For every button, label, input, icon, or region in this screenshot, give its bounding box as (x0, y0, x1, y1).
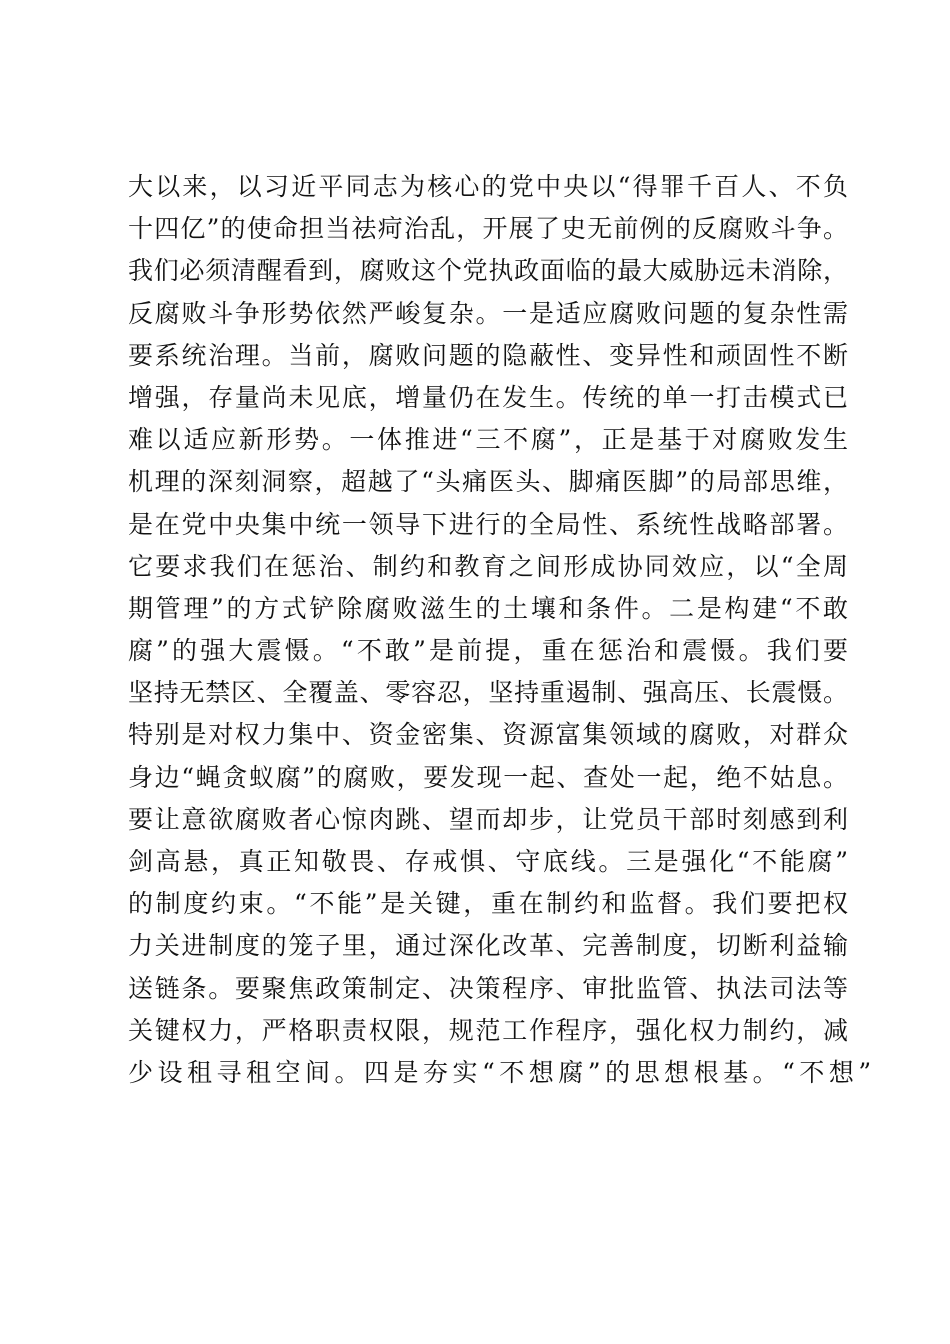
text-line: 机理的深刻洞察，超越了“头痛医头、脚痛医脚”的局部思维， (128, 467, 848, 497)
text-line: 送链条。要聚焦政策制定、决策程序、审批监管、执法司法等 (128, 973, 848, 1003)
text-line: 难以适应新形势。一体推进“三不腐”，正是基于对腐败发生 (128, 425, 848, 455)
text-line: 特别是对权力集中、资金密集、资源富集领域的腐败，对群众 (128, 720, 848, 750)
text-line: 剑高悬，真正知敬畏、存戒惧、守底线。三是强化“不能腐” (128, 847, 848, 876)
text-line-last: 少设租寻租空间。四是夯实“不想腐”的思想根基。“不想” (128, 1057, 876, 1087)
text-line: 坚持无禁区、全覆盖、零容忍，坚持重遏制、强高压、长震慑。 (128, 678, 848, 708)
text-line: 身边“蝇贪蚁腐”的腐败，要发现一起、查处一起，绝不姑息。 (128, 762, 848, 792)
text-line: 关键权力，严格职责权限，规范工作程序，强化权力制约，减 (128, 1015, 848, 1045)
text-line: 是在党中央集中统一领导下进行的全局性、系统性战略部署。 (128, 509, 848, 539)
text-line: 的制度约束。“不能”是关键，重在制约和监督。我们要把权 (128, 889, 848, 919)
text-line: 增强，存量尚未见底，增量仍在发生。传统的单一打击模式已 (128, 382, 848, 412)
text-line: 腐”的强大震慑。“不敢”是前提，重在惩治和震慑。我们要 (128, 636, 848, 666)
text-line: 要系统治理。当前，腐败问题的隐蔽性、变异性和顽固性不断 (128, 340, 848, 370)
text-line: 大以来，以习近平同志为核心的党中央以“得罪千百人、不负 (128, 172, 848, 201)
text-line: 我们必须清醒看到，腐败这个党执政面临的最大威胁远未消除， (128, 256, 848, 286)
text-line: 反腐败斗争形势依然严峻复杂。一是适应腐败问题的复杂性需 (128, 298, 848, 328)
text-line: 要让意欲腐败者心惊肉跳、望而却步，让党员干部时刻感到利 (128, 804, 848, 834)
body-text (128, 166, 876, 1094)
text-line: 力关进制度的笼子里，通过深化改革、完善制度，切断利益输 (128, 931, 848, 961)
text-line: 十四亿”的使命担当祛疴治乱，开展了史无前例的反腐败斗争。 (128, 214, 848, 244)
text-line: 期管理”的方式铲除腐败滋生的土壤和条件。二是构建“不敢 (128, 593, 848, 623)
text-line: 它要求我们在惩治、制约和教育之间形成协同效应，以“全周 (128, 551, 848, 581)
